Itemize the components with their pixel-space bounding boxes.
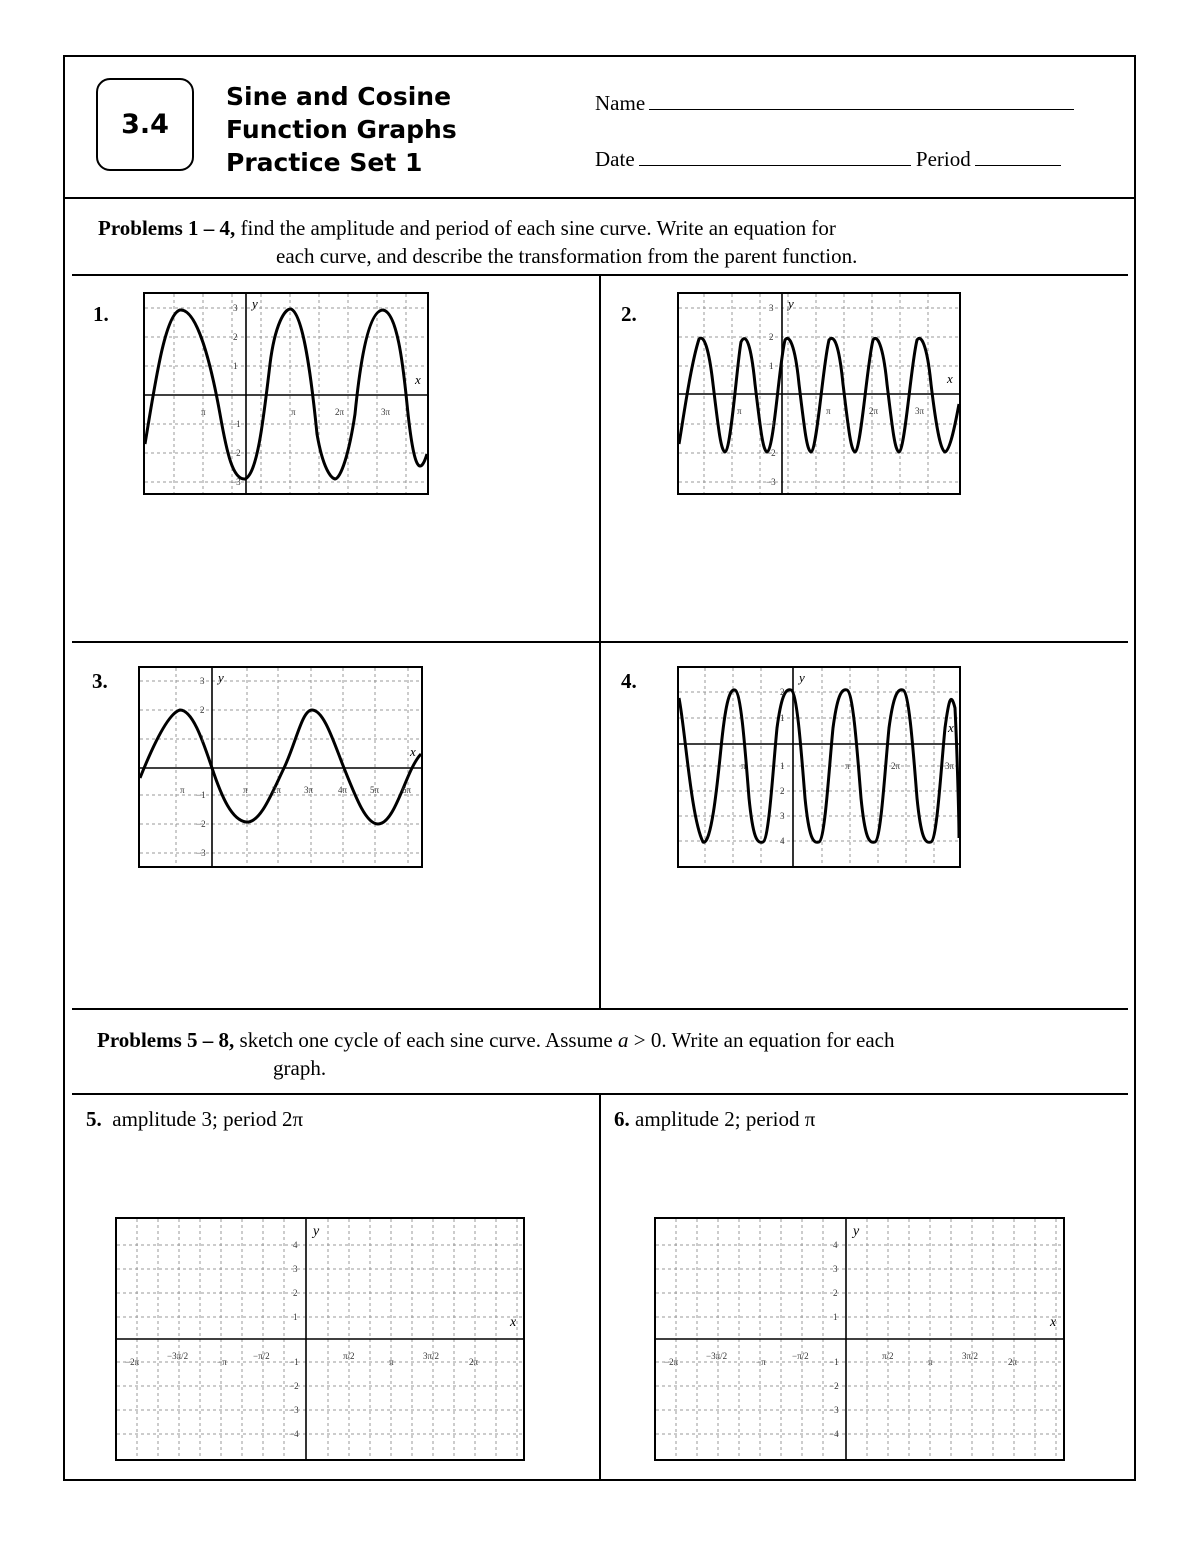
tick-label: 3 — [769, 303, 774, 313]
tick-label: 2 — [833, 1288, 838, 1298]
graph-4 — [677, 666, 961, 868]
tick-label: −2 — [196, 819, 206, 829]
axis-label-x: x — [410, 744, 416, 759]
curve — [679, 338, 959, 452]
section-badge: 3.4 — [96, 78, 194, 171]
tick-label: −4 — [289, 1429, 299, 1439]
tick-label: 3 — [233, 303, 238, 313]
axis-label-y: y — [252, 296, 258, 311]
tick-label: 1 — [769, 361, 774, 371]
tick-label: 3π — [945, 761, 955, 771]
tick-label: 1 — [293, 1312, 298, 1322]
tick-label: 1 — [233, 361, 238, 371]
tick-label: 3π — [304, 785, 314, 795]
tick-label: −1 — [289, 1357, 299, 1367]
grid — [140, 668, 421, 866]
tick-label: −3 — [231, 477, 241, 487]
instructions-lead: Problems 5 – 8, — [97, 1028, 235, 1052]
tick-label: 2π — [869, 406, 879, 416]
instructions-var: a — [617, 1028, 629, 1052]
tick-label: −1 — [829, 1357, 839, 1367]
tick-label: −3 — [289, 1405, 299, 1415]
tick-label: −2 — [231, 448, 241, 458]
graph-5-plot — [117, 1219, 523, 1459]
problem-number: 1. — [93, 302, 109, 326]
tick-label: π — [928, 1357, 933, 1367]
name-label: Name — [595, 91, 646, 115]
tick-label: π — [741, 761, 746, 771]
graph-4-plot — [679, 668, 959, 866]
tick-label: 3 — [833, 1264, 838, 1274]
tick-label: 2π — [335, 407, 345, 417]
tick-label: 3 — [200, 676, 205, 686]
problem-number: 6. — [614, 1107, 630, 1131]
tick-label: −π/2 — [792, 1351, 809, 1361]
instructions-2 — [97, 1026, 895, 1054]
tick-label: −π — [756, 1357, 766, 1367]
tick-label: −2 — [766, 448, 776, 458]
grid — [145, 294, 427, 493]
divider — [72, 1008, 1128, 1010]
tick-label: −1 — [766, 419, 776, 429]
problem-number: 3. — [92, 669, 108, 693]
graph-2-plot — [679, 294, 959, 493]
tick-label: 1 — [780, 713, 785, 723]
tick-label: 2 — [233, 332, 238, 342]
instructions-1-cont: each curve, and describe the transformation from the parent function. — [276, 244, 858, 268]
divider — [72, 641, 1128, 643]
tick-label: −1 — [231, 419, 241, 429]
tick-label: 3 — [780, 811, 785, 821]
tick-label: 2 — [769, 332, 774, 342]
problem-6 — [614, 1107, 815, 1132]
graph-3-plot — [140, 668, 421, 866]
tick-label: 3π/2 — [423, 1351, 440, 1361]
axis-label-x: x — [510, 1315, 517, 1330]
problem-text: amplitude 3; period 2π — [112, 1107, 304, 1131]
graph-6-plot — [656, 1219, 1063, 1459]
divider — [63, 197, 1136, 199]
curve — [145, 309, 427, 479]
date-label: Date — [595, 147, 635, 171]
axis-label-y: y — [313, 1224, 320, 1239]
tick-label: −3 — [829, 1405, 839, 1415]
title-line: Sine and Cosine — [226, 82, 452, 111]
grid — [679, 668, 959, 866]
axis-label-x: x — [415, 372, 421, 387]
tick-label: π — [845, 761, 850, 771]
axis-label-x: x — [948, 720, 954, 735]
tick-label: −3π/2 — [706, 1351, 728, 1361]
axis-label-x: x — [1050, 1315, 1057, 1330]
tick-label: −3 — [766, 477, 776, 487]
tick-label: 2 — [200, 705, 205, 715]
problem-number: 5. — [86, 1107, 102, 1131]
problem-number: 4. — [621, 669, 637, 693]
tick-label: −3 — [196, 848, 206, 858]
graph-5 — [115, 1217, 525, 1461]
date-blank[interactable] — [639, 145, 911, 166]
tick-label: 6π — [402, 785, 412, 795]
tick-label: −4 — [829, 1429, 839, 1439]
title-line: Function Graphs — [226, 115, 457, 144]
tick-label: −2π — [664, 1357, 679, 1367]
graph-1 — [143, 292, 429, 495]
tick-label: 1 — [780, 761, 785, 771]
tick-label: 2 — [780, 687, 785, 697]
tick-label: 2 — [293, 1288, 298, 1298]
instructions-1 — [98, 214, 836, 242]
tick-label: 3π/2 — [962, 1351, 979, 1361]
tick-label: π — [201, 407, 206, 417]
curve — [140, 710, 421, 824]
instructions-text: > 0. Write an equation for each — [628, 1028, 895, 1052]
tick-label: −2 — [829, 1381, 839, 1391]
tick-label: 2π — [272, 785, 282, 795]
tick-label: 3π — [381, 407, 391, 417]
axis-label-y: y — [788, 296, 794, 311]
tick-label: 4 — [833, 1240, 838, 1250]
tick-label: 1 — [833, 1312, 838, 1322]
axis-label-y: y — [799, 670, 805, 685]
tick-label: 3π — [915, 406, 925, 416]
tick-label: π/2 — [343, 1351, 355, 1361]
tick-label: −π — [217, 1357, 227, 1367]
worksheet-title — [226, 80, 457, 179]
graph-3 — [138, 666, 423, 868]
tick-label: 2π — [469, 1357, 479, 1367]
tick-label: π/2 — [882, 1351, 894, 1361]
problem-5 — [86, 1107, 303, 1132]
instructions-lead: Problems 1 – 4, — [98, 216, 236, 240]
graph-2 — [677, 292, 961, 495]
tick-label: π — [243, 785, 248, 795]
name-blank[interactable] — [649, 89, 1074, 110]
instructions-2-cont: graph. — [273, 1056, 327, 1080]
problem-text: amplitude 2; period π — [635, 1107, 816, 1131]
tick-label: 5π — [370, 785, 380, 795]
tick-label: 1 — [200, 734, 205, 744]
tick-label: π — [737, 406, 742, 416]
name-field[interactable] — [595, 89, 1074, 116]
tick-label: 2π — [1008, 1357, 1018, 1367]
tick-label: π — [826, 406, 831, 416]
tick-label: 2π — [891, 761, 901, 771]
graph-6 — [654, 1217, 1065, 1461]
problem-number: 2. — [621, 302, 637, 326]
tick-label: 4 — [293, 1240, 298, 1250]
tick-label: 2 — [780, 786, 785, 796]
tick-label: −1 — [196, 790, 206, 800]
period-blank[interactable] — [975, 145, 1061, 166]
tick-label: −2π — [125, 1357, 140, 1367]
axis-label-y: y — [853, 1224, 860, 1239]
axis-label-y: y — [218, 670, 224, 685]
tick-label: 3 — [293, 1264, 298, 1274]
date-field[interactable] — [595, 145, 1061, 172]
instructions-text: sketch one cycle of each sine curve. Assume — [239, 1028, 618, 1052]
title-line: Practice Set 1 — [226, 148, 423, 177]
axis-label-x: x — [947, 371, 953, 386]
tick-label: −2 — [289, 1381, 299, 1391]
instructions-text: find the amplitude and period of each sine curve. Write an equation for — [240, 216, 836, 240]
tick-label: 4π — [338, 785, 348, 795]
tick-label: π — [291, 407, 296, 417]
tick-label: −3π/2 — [167, 1351, 189, 1361]
tick-label: π — [180, 785, 185, 795]
graph-1-plot — [145, 294, 427, 493]
tick-label: π — [389, 1357, 394, 1367]
tick-label: 4 — [780, 836, 785, 846]
period-label: Period — [915, 147, 971, 171]
tick-label: −π/2 — [253, 1351, 270, 1361]
column-divider — [599, 1093, 601, 1479]
